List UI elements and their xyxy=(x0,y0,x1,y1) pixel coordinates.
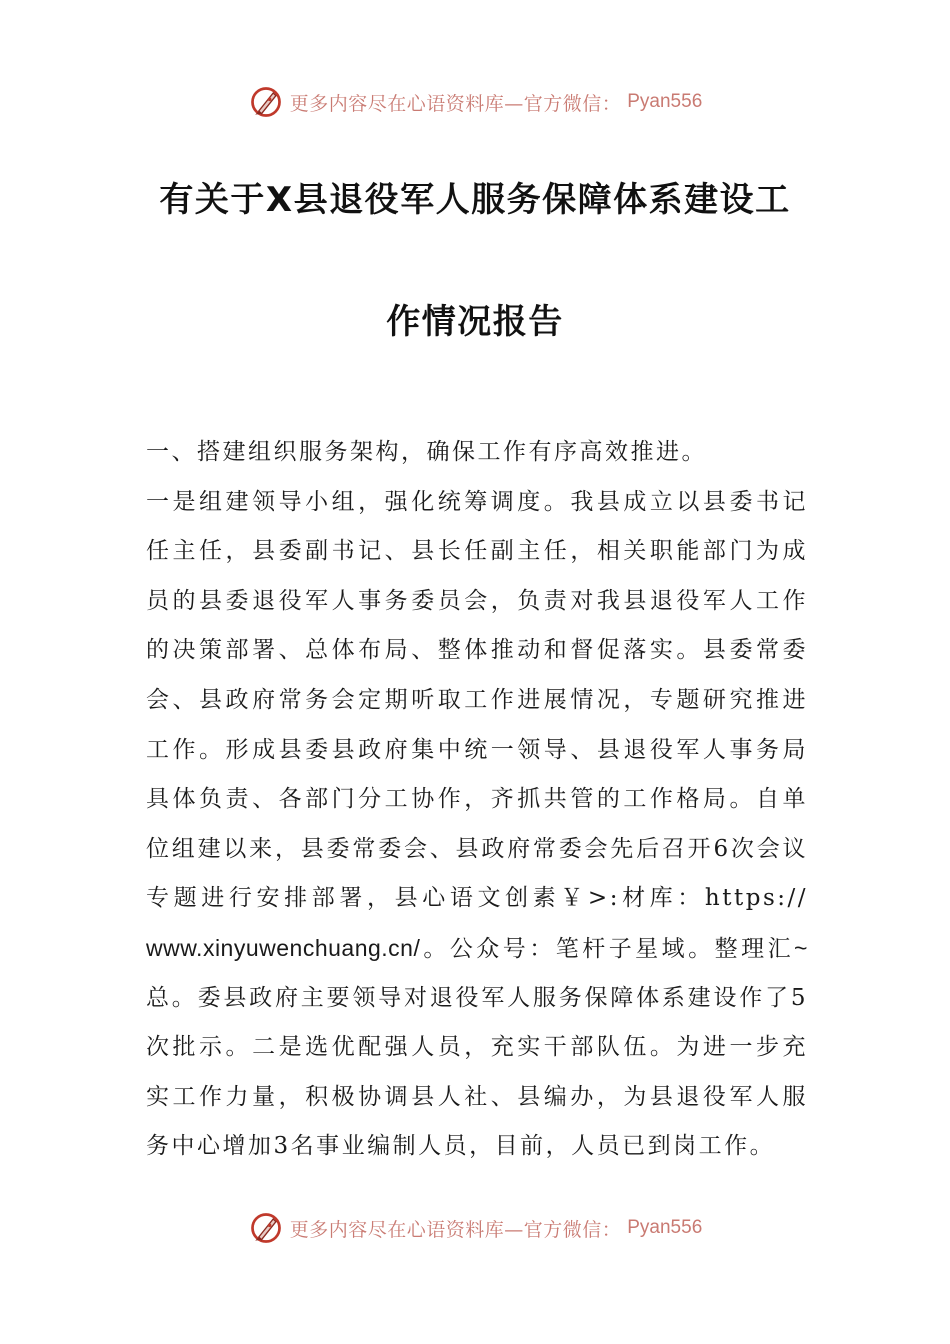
body-line: 员的县委退役军人事务委员会，负责对我县退役军人工作 xyxy=(146,587,808,614)
watermark-text: 更多内容尽在心语资料库—官方微信： xyxy=(289,92,622,115)
document-body xyxy=(146,428,808,1172)
pen-logo-icon xyxy=(248,1210,284,1246)
body-line: 专题进行安排部署，县心语文创素￥>:材库：https:// xyxy=(146,885,808,912)
body-line: 会、县政府常务会定期听取工作进展情况，专题研究推进 xyxy=(146,686,808,713)
body-line: 任主任，县委副书记、县长任副主任，相关职能部门为成 xyxy=(146,538,808,565)
body-line: 次批示。二是选优配强人员，充实干部队伍。为进一步充 xyxy=(146,1034,808,1061)
body-line: 的决策部署、总体布局、整体推动和督促落实。县委常委 xyxy=(146,637,808,664)
body-line: 一是组建领导小组，强化统筹调度。我县成立以县委书记 xyxy=(146,488,808,515)
header-watermark xyxy=(0,82,950,122)
document-title-line-2: 作情况报告 xyxy=(386,302,564,342)
body-line: 实工作力量，积极协调县人社、县编办，为县退役军人服 xyxy=(146,1083,808,1110)
body-line: 务中心增加3名事业编制人员，目前，人员已到岗工作。 xyxy=(146,1133,776,1160)
body-line: 具体负责、各部门分工协作，齐抓共管的工作格局。自单 xyxy=(146,786,808,813)
body-line: 工作。形成县委县政府集中统一领导、县退役军人事务局 xyxy=(146,736,808,763)
watermark-wechat-id: Pyan556 xyxy=(627,91,703,112)
footer-watermark xyxy=(0,1208,950,1248)
body-line: 位组建以来，县委常委会、县政府常委会先后召开6次会议 xyxy=(146,835,808,862)
body-line: 一、搭建组织服务架构，确保工作有序高效推进。 xyxy=(146,439,707,465)
body-line: www.xinyuwenchuang.cn/。公众号：笔杆子星域。整理汇~ xyxy=(146,934,808,961)
pen-logo-icon xyxy=(248,84,284,120)
body-line: 总。委县政府主要领导对退役军人服务保障体系建设作了5 xyxy=(146,984,808,1011)
watermark-text: 更多内容尽在心语资料库—官方微信： xyxy=(289,1218,622,1241)
watermark-wechat-id: Pyan556 xyxy=(627,1217,703,1238)
document-title-line-1: 有关于X县退役军人服务保障体系建设工 xyxy=(159,180,791,220)
